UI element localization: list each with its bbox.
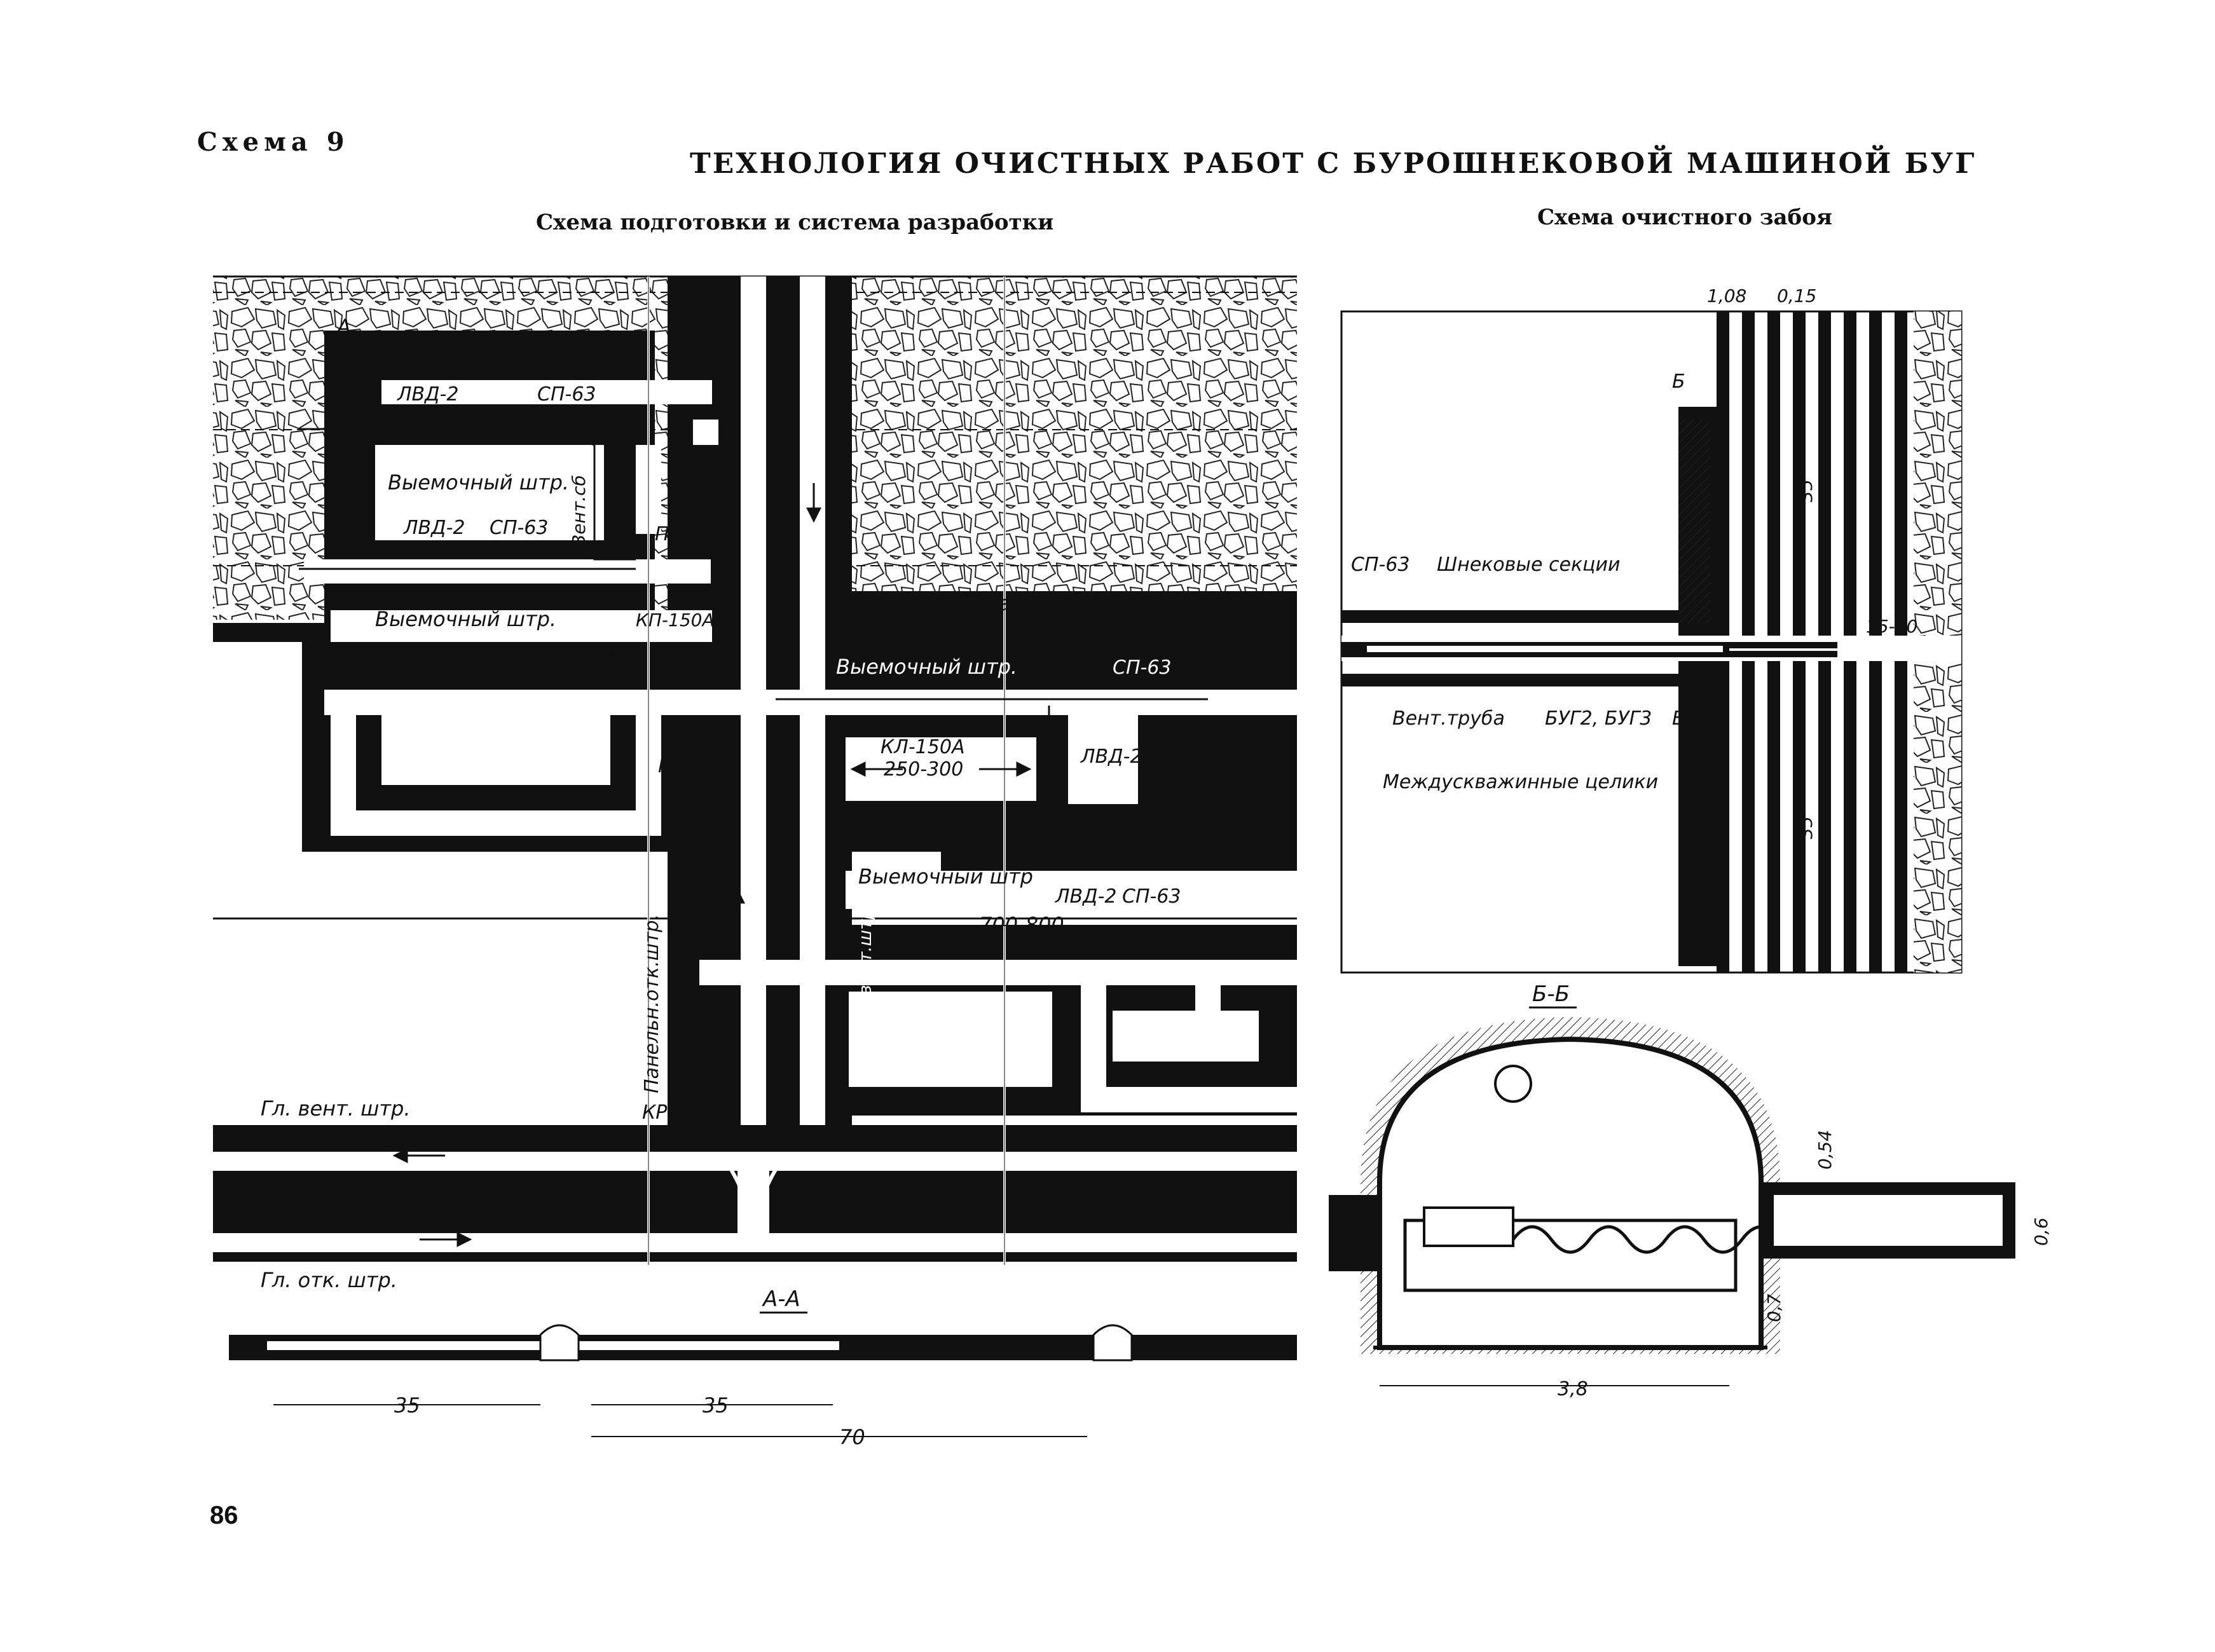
label-kr10: КР-10 [642,1102,699,1124]
scheme-number: Схема 9 [197,127,350,157]
label-kl150a: КЛ-150А [881,736,965,758]
panel-otk-shaft [800,276,825,1160]
face-pillars: Междускважинные целики [1383,771,1659,793]
face-vent-pipe: Вент.труба [1392,707,1505,730]
face-dim-35-bottom: 35 [1795,816,1816,839]
page-title: ТЕХНОЛОГИЯ ОЧИСТНЫХ РАБОТ С БУРОШНЕКОВОЙ МАШИНОЙ БУГ [690,147,1977,180]
arch-1 [540,1325,579,1360]
bb-dim-38: 3,8 [1558,1378,1588,1400]
label-lvd2-top: ЛВД-2 [397,383,459,406]
face-plan [1341,285,1961,973]
label-prokhodka-left: „Проходка-500-2м" [420,642,626,666]
face-bug-models: БУГ2, БУГ3 [1545,707,1652,730]
label-sp63-top: СП-63 [537,383,596,406]
left-plan [213,276,1297,1292]
label-gl-otk: Гл. отк. штр. [261,1268,397,1292]
label-gl-vent: Гл. вент. штр. [261,1096,411,1121]
dim-35-a: 35 [394,1393,420,1417]
label-dim-700-800: 700-800 [979,913,1064,937]
label-sp63-right: СП-63 [1113,657,1172,679]
label-vent-sb: Вент.сб [568,475,589,547]
page-number: 86 [210,1501,238,1529]
label-lvd2-bottom: ЛВД-2 [1055,885,1117,908]
label-vyemochny-1: Выемочный штр. [388,470,570,495]
face-mark-b-bottom: Б [1672,707,1685,730]
face-dim-108: 1,08 [1707,285,1747,306]
label-vyemochny-2: Выемочный штр. [375,607,557,631]
label-prokhodka-right: „Проходка-500-2м" [896,591,1102,615]
dim-70: 70 [839,1425,865,1449]
bb-dim-06: 0,6 [2031,1217,2052,1246]
label-dim-250-300: 250-300 [884,758,964,781]
section-aa [229,1287,1297,1449]
label-sp63-mid: СП-63 [490,517,549,539]
arch-2 [1094,1325,1132,1360]
label-sp63-bottom: СП-63 [1122,885,1181,908]
bb-dim-07: 0,7 [1764,1294,1785,1322]
face-sp63: СП-63 [1351,554,1410,576]
right-subtitle: Схема очистного забоя [1537,205,1833,230]
left-subtitle: Схема подготовки и система разработки [536,210,1054,235]
section-aa-title: А-А [763,1287,800,1312]
label-panel-otk: Панельн.отк.штр. [641,913,663,1093]
face-mark-b-top: Б [1672,371,1685,393]
tunnel-arch [1380,1039,1761,1348]
section-bb [1329,981,2052,1400]
dim-35-b: 35 [703,1393,729,1417]
section-mark-a-top: А [337,315,351,339]
bb-dim-054: 0,54 [1814,1130,1835,1170]
face-dim-015: 0,15 [1777,285,1817,306]
label-lvd2-right: ЛВД-2 [1081,746,1142,768]
label-vyemochny-4: Выемочный штр [858,864,1033,889]
face-dim-35-top: 35 [1795,479,1816,502]
label-vyemochny-3: Выемочный штр. [836,655,1018,679]
vent-duct [1495,1066,1531,1102]
label-lvd2-mid: ЛВД-2 [404,517,465,539]
face-dim-15-20: 15-20 [1866,616,1918,637]
label-ptv-mid: ПТВ [658,755,697,777]
section-mark-a-bottom: А [337,648,351,672]
label-kp150a-top: КП-150А [636,610,715,631]
label-ptv-top: ПТВ [655,523,694,545]
panel-vent-shaft [741,276,766,1160]
label-panel-vent: Панельн. вент.штр [854,908,875,1087]
section-bb-title: Б-Б [1532,981,1570,1007]
face-auger-sections: Шнековые секции [1437,554,1621,576]
